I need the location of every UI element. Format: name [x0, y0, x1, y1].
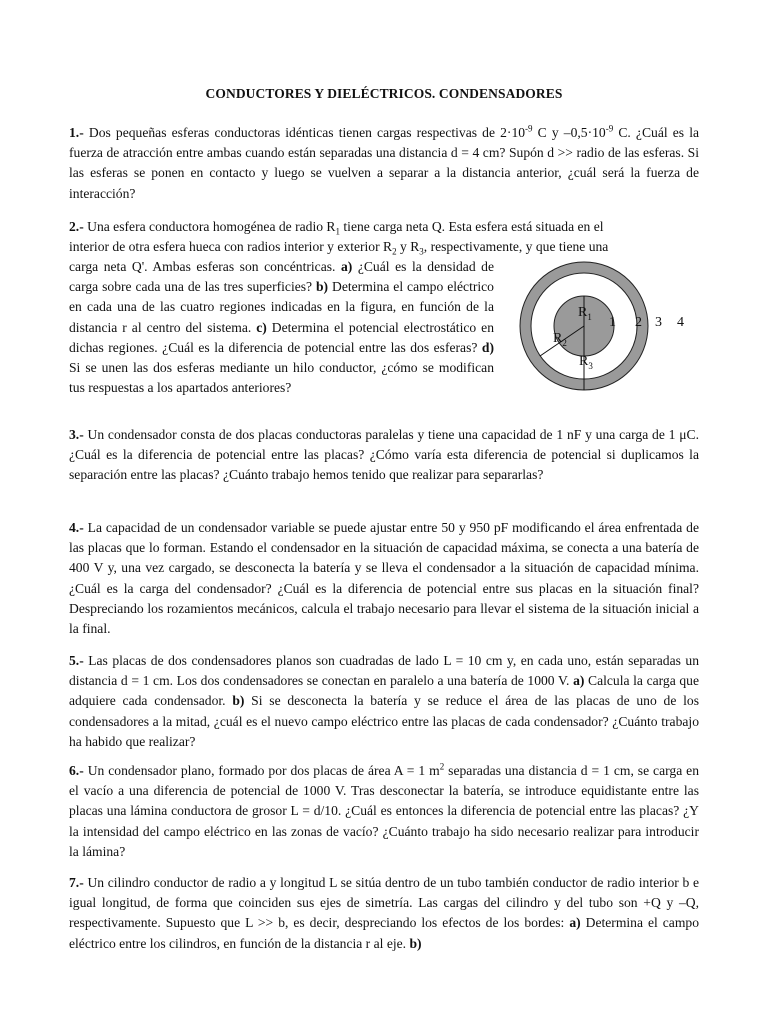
problem-text: interior de otra esfera hueca con radios interior y exterior R [69, 239, 393, 254]
exponent: -9 [605, 123, 614, 134]
part-label: b) [316, 279, 329, 295]
subscript: 2 [392, 246, 397, 257]
problem-4 [69, 518, 699, 639]
problem-text: Dos pequeñas esferas conductoras idénticas tienen cargas respectivas de 2·10 [88, 125, 526, 140]
region-4-label: 4 [677, 315, 684, 330]
problem-text: ¿Cuál es la densidad de carga sobre cada una de las tres superficies? [69, 259, 494, 295]
problem-text: Una esfera conductora homogénea de radio R [87, 219, 336, 234]
problem-number: 3.- [69, 427, 84, 442]
problem-text: La capacidad de un condensador variable se puede ajustar entre 50 y 950 pF modificando el área enfrentada de las placas que lo forman. Estando el condensador en la situación de capacidad máxima, se conecta a una batería de 400 V y, una vez cargado, se desconecta la batería y se lleva el condensador a la situación de capacidad mínima. ¿Cuál es la carga del condensador? ¿Cuál es la diferencia de potencial entre sus placas en la situación final? Despreciando los rozamientos mecánicos, calcula el trabajo necesario para llevar el sistema de la situación inicial a la final. [69, 520, 699, 637]
subscript: 1 [335, 226, 340, 237]
problem-text: separadas una distancia d = 1 cm, se carga en el vacío a una diferencia de potencial de 1000 V. Tras desconectar la batería, se introduce equidistante entre las placas una lámina conductora de grosor L = d/10. ¿Cuál es entonces la diferencia de potencial entre las placas? ¿Y la intensidad del campo eléctrico en las zonas de vacío? ¿Cuánto trabajo ha sido necesario realizar para introducir la lámina? [69, 763, 699, 859]
problem-6 [69, 761, 699, 862]
problem-text: , respectivamente, y que tiene una [423, 239, 609, 254]
region-2-label: 2 [635, 315, 642, 330]
problem-number: 1.- [69, 125, 84, 140]
part-label: c) [256, 319, 267, 335]
problem-number: 5.- [69, 653, 84, 668]
problem-number: 2.- [69, 219, 84, 234]
problem-text: Un cilindro conductor de radio a y longitud L se sitúa dentro de un tubo también conductor de radio interior b e igual longitud, de forma que coinciden sus ejes de simetría. Las cargas del cilindro y del tubo son +Q y –Q, respectivamente. Supuesto que L >> b, es decir, despreciando los efectos de los bordes: [69, 875, 699, 931]
region-3-label: 3 [655, 315, 662, 330]
problem-text: Si se unen las dos esferas mediante un hilo conductor, ¿cómo se modifican tus respuestas a los apartados anteriores? [69, 360, 494, 396]
problem-text: Las placas de dos condensadores planos son cuadradas de lado L = 10 cm y, en cada uno, están separadas un distancia d = 1 cm. Los dos condensadores se conectan en paralelo a una batería de 1000 V. [69, 653, 699, 689]
problem-text: C. ¿Cuál es la fuerza de atracción entre ambas cuando están separadas una distancia d = 4 cm? Supón d >> radio de las esferas. Si las esferas se ponen en contacto y luego se vuelven a separar a la distancia anterior, ¿cuál será la fuerza de interacción? [69, 125, 700, 201]
exponent: 2 [439, 761, 445, 772]
problem-2-line-1 [69, 217, 699, 237]
problem-text: y R [396, 239, 420, 254]
problem-text: Determina el campo eléctrico en cada una de las cuatro regiones indicadas en la figura, en función de la distancia r al centro del sistema. [69, 279, 494, 335]
problem-number: 7.- [69, 875, 84, 890]
label-r2: $R_2$ [553, 331, 567, 348]
problem-text: Calcula la carga que adquiere cada condensador. [69, 673, 699, 709]
problem-1 [69, 123, 699, 204]
exponent: -9 [525, 123, 533, 134]
label-r3: $R_3$ [579, 354, 593, 371]
problem-text: carga neta Q'. Ambas esferas son concéntricas. [69, 259, 336, 274]
part-label: a) [573, 673, 585, 689]
problem-text: Si se desconecta la batería y se reduce el área de las placas de uno de los condensadores a la mitad, ¿cuál es el nuevo campo eléctrico entre las placas de cada condensador? ¿Cuánto trabajo ha habido que realizar? [69, 693, 699, 749]
subscript: 3 [419, 246, 424, 257]
part-label: d) [481, 339, 494, 355]
region-1-label: 1 [609, 315, 616, 330]
problem-text: Determina el potencial electrostático en dichas regiones. ¿Cuál es la diferencia de potencial entre las dos esferas? [69, 319, 494, 355]
problem-text: Un condensador plano, formado por dos placas de área A = 1 m [87, 763, 440, 778]
problem-text: tiene carga neta Q. Esta esfera está situada en el [340, 219, 604, 234]
problem-text: Un condensador consta de dos placas conductoras paralelas y tiene una capacidad de 1 nF y una carga de 1 μC. ¿Cuál es la diferencia de potencial entre las placas? ¿Cómo varía esta diferencia de potencial si duplicamos la separación entre las placas? ¿Cuánto trabajo hemos tenido que realizar para separarlas? [69, 427, 699, 483]
problem-number: 4.- [69, 520, 84, 535]
problem-5 [69, 651, 699, 752]
page-title: CONDUCTORES Y DIELÉCTRICOS. CONDENSADORES [205, 86, 563, 101]
part-label: b) [232, 693, 245, 709]
part-label: b) [409, 935, 422, 951]
problem-number: 6.- [69, 763, 84, 778]
problem-text: Determina el campo eléctrico entre los cilindros, en función de la distancia r al eje. [69, 915, 699, 951]
problem-text: C y –0,5·10 [532, 125, 606, 140]
problem-3 [69, 425, 699, 486]
problem-2-line-2 [69, 237, 699, 257]
label-r1: $R_1$ [578, 305, 592, 322]
problem-2-body [69, 257, 494, 398]
part-label: a) [569, 915, 581, 931]
concentric-spheres-figure [516, 260, 716, 400]
problem-7 [69, 873, 699, 954]
part-label: a) [340, 259, 353, 274]
